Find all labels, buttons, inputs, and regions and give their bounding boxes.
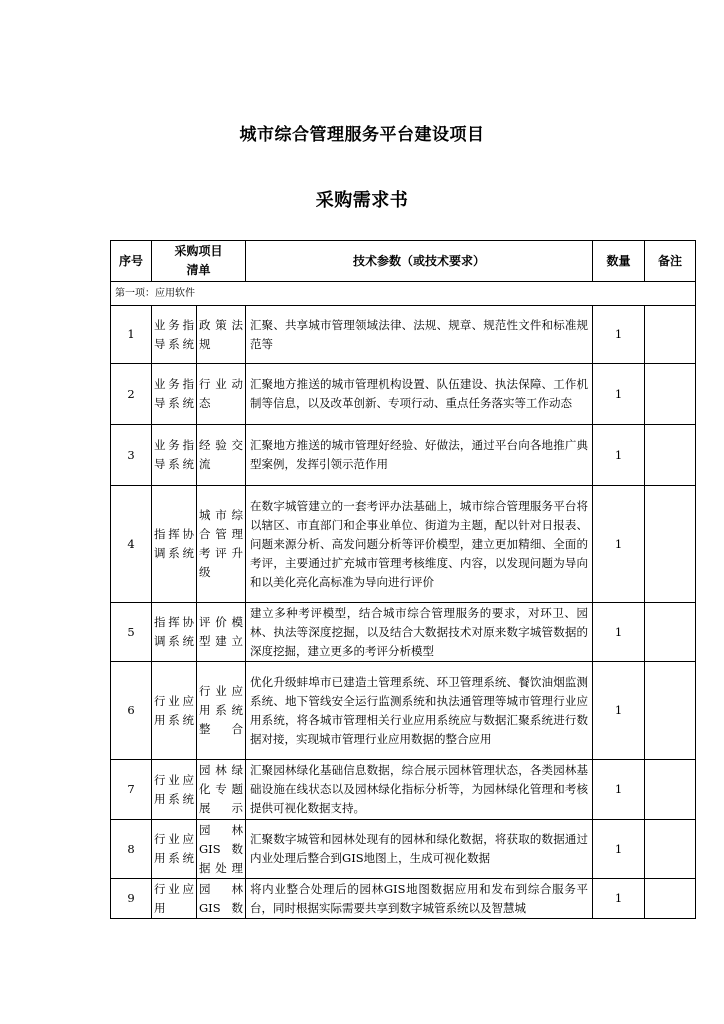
header-qty: 数量 (593, 241, 645, 282)
row-item-name: 政策法规 (197, 306, 246, 364)
row-seq: 4 (111, 486, 152, 603)
row-note (645, 820, 696, 879)
row-description: 汇聚地方推送的城市管理机构设置、队伍建设、执法保障、工作机制等信息，以及改革创新、专项行动、重点任务落实等工作动态 (246, 364, 593, 425)
row-description: 将内业整合处理后的园林GIS地图数据应用和发布到综合服务平台，同时根据实际需要共享到数字城管系统以及智慧城 (246, 879, 593, 919)
row-subsystem: 行业应用系统 (152, 760, 197, 820)
row-quantity: 1 (593, 306, 645, 364)
row-note (645, 425, 696, 486)
row-item-name: 城市综合管理考评升级 (197, 486, 246, 603)
row-subsystem: 业务指导系统 (152, 425, 197, 486)
table-row (111, 662, 696, 760)
document-title: 城市综合管理服务平台建设项目 (239, 125, 485, 145)
table-row (111, 879, 696, 919)
row-quantity: 1 (593, 879, 645, 919)
table-row (111, 603, 696, 662)
table-row (111, 425, 696, 486)
procurement-table (110, 240, 696, 919)
row-note (645, 486, 696, 603)
table-row (111, 820, 696, 879)
row-quantity: 1 (593, 662, 645, 760)
row-note (645, 603, 696, 662)
row-subsystem: 业务指导系统 (152, 306, 197, 364)
row-description: 优化升级蚌埠市已建造土管理系统、环卫管理系统、餐饮油烟监测系统、地下管线安全运行监测系统和执法通管理等城市管理行业应用系统，将各城市管理相关行业应用系统应与数据汇聚系统进行数据对接，实现城市管理行业应用数据的整合应用 (246, 662, 593, 760)
row-seq: 9 (111, 879, 152, 919)
row-note (645, 662, 696, 760)
row-description: 汇聚园林绿化基础信息数据，综合展示园林管理状态，各类园林基础设施在线状态以及园林绿化指标分析等，为园林绿化管理和考核提供可视化数据支持。 (246, 760, 593, 820)
row-quantity: 1 (593, 486, 645, 603)
row-note (645, 364, 696, 425)
row-item-name: 园林绿化专题展示 (197, 760, 246, 820)
row-quantity: 1 (593, 603, 645, 662)
row-subsystem: 行业应用系统 (152, 820, 197, 879)
row-description: 汇聚、共享城市管理领域法律、法规、规章、规范性文件和标准规范等 (246, 306, 593, 364)
header-note: 备注 (645, 241, 696, 282)
row-item-name: 园林GIS数据处理 (197, 820, 246, 879)
header-seq: 序号 (111, 241, 152, 282)
row-quantity: 1 (593, 760, 645, 820)
row-seq: 7 (111, 760, 152, 820)
row-subsystem: 行业应用 (152, 879, 197, 919)
row-subsystem: 业务指导系统 (152, 364, 197, 425)
row-item-name: 经验交流 (197, 425, 246, 486)
row-quantity: 1 (593, 364, 645, 425)
row-subsystem: 指挥协调系统 (152, 486, 197, 603)
row-note (645, 760, 696, 820)
header-item-line2: 清单 (186, 263, 211, 277)
row-seq: 1 (111, 306, 152, 364)
row-item-name: 行业动态 (197, 364, 246, 425)
header-item-line1: 采购项目 (174, 244, 223, 258)
table-header-row (111, 241, 696, 282)
table-row (111, 760, 696, 820)
row-description: 在数字城管建立的一套考评办法基础上，城市综合管理服务平台将以辖区、市直部门和企事业单位、街道为主题，配以针对日报表、问题来源分析、高发问题分析等评价模型，建立更加精细、全面的考评，主要通过扩充城市管理考核维度、内容，以发现问题为导向和以美化亮化高标准为导向进行评价 (246, 486, 593, 603)
table-row (111, 486, 696, 603)
header-item (152, 241, 246, 282)
row-seq: 5 (111, 603, 152, 662)
row-seq: 3 (111, 425, 152, 486)
row-quantity: 1 (593, 820, 645, 879)
table-row (111, 364, 696, 425)
document-subtitle: 采购需求书 (315, 190, 409, 211)
row-subsystem: 指挥协调系统 (152, 603, 197, 662)
row-quantity: 1 (593, 425, 645, 486)
section-label: 第一项：应用软件 (111, 282, 696, 306)
section-row (111, 282, 696, 306)
row-description: 汇聚数字城管和园林处现有的园林和绿化数据，将获取的数据通过内业处理后整合到GIS地图上，生成可视化数据 (246, 820, 593, 879)
row-item-name: 园林GIS数 (197, 879, 246, 919)
row-description: 汇聚地方推送的城市管理好经验、好做法，通过平台向各地推广典型案例，发挥引领示范作用 (246, 425, 593, 486)
row-subsystem: 行业应用系统 (152, 662, 197, 760)
header-tech: 技术参数（或技术要求） (246, 241, 593, 282)
table-row (111, 306, 696, 364)
row-seq: 8 (111, 820, 152, 879)
row-item-name: 评价模型建立 (197, 603, 246, 662)
row-description: 建立多种考评模型，结合城市综合管理服务的要求，对环卫、园林、执法等深度挖掘，以及结合大数据技术对原来数字城管数据的深度挖掘，建立更多的考评分析模型 (246, 603, 593, 662)
row-seq: 2 (111, 364, 152, 425)
row-seq: 6 (111, 662, 152, 760)
row-note (645, 879, 696, 919)
row-note (645, 306, 696, 364)
row-item-name: 行业应用系统整合 (197, 662, 246, 760)
